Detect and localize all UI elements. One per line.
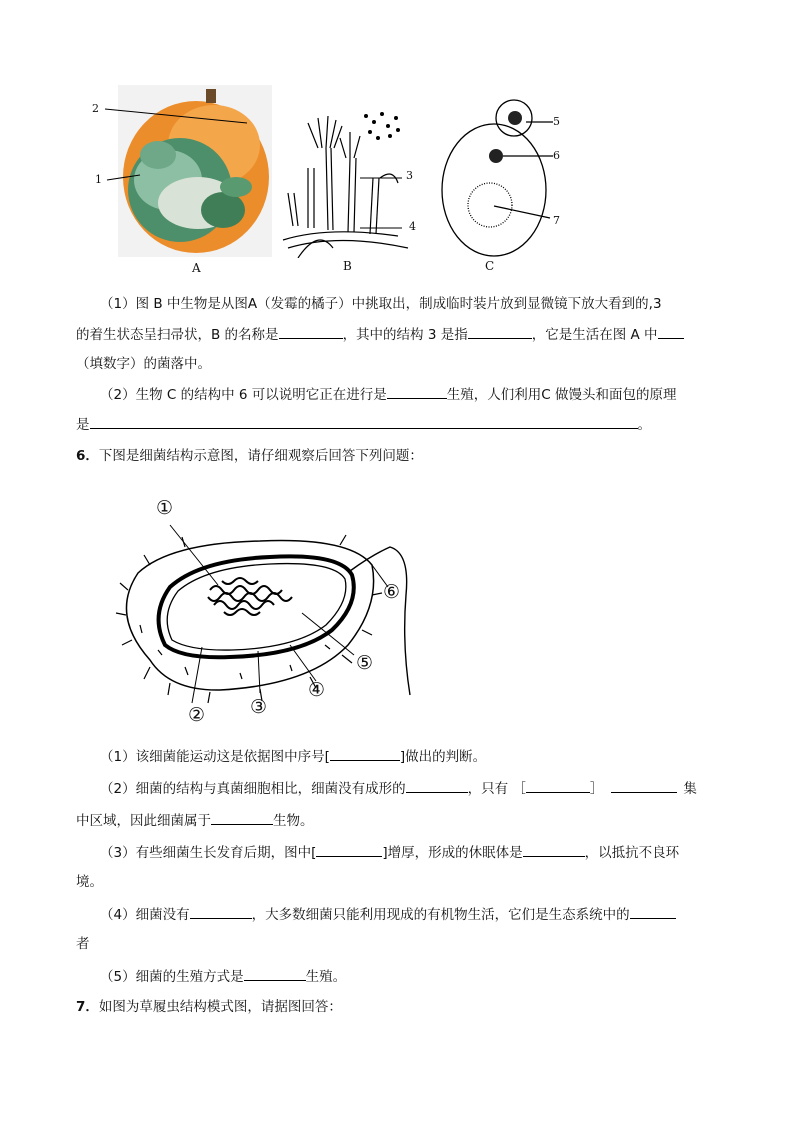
q6-s5: （5）细菌的生殖方式是 生殖。 xyxy=(100,966,346,987)
q5-p1-line3: （填数字）的菌落中。 xyxy=(76,356,211,372)
q6-blank-3b[interactable] xyxy=(523,842,585,857)
q5-p1-line1: （1）图 B 中生物是从图A（发霉的橘子）中挑取出，制成临时装片放到显微镜下放大看到的,3 xyxy=(100,296,662,312)
bacterium-callout-1: ① xyxy=(156,497,174,519)
q6-s3-line1: （3）有些细菌生长发育后期，图中[ ]增厚，形成的休眠体是 ，以抵抗不良环 xyxy=(100,842,679,863)
bacterium-callout-6: ⑥ xyxy=(383,581,401,603)
figure-b-label: B xyxy=(343,259,352,273)
q6-blank-3a[interactable] xyxy=(316,842,382,857)
q6-s4-line2: 者 xyxy=(76,936,90,952)
figure-b-leader-lines xyxy=(360,170,410,240)
q5-blank-principle[interactable] xyxy=(90,414,638,429)
q6-blank-2b[interactable] xyxy=(526,778,590,793)
q6-title: 6．下图是细菌结构示意图，请仔细观察后回答下列问题： xyxy=(76,448,423,464)
q5-blank-structure-3[interactable] xyxy=(468,324,532,339)
q6-s3-line2: 境。 xyxy=(76,874,103,890)
q5-p1-line2: 的着生状态呈扫帚状，B 的名称是 ，其中的结构 3 是指 ，它是生活在图 A 中 xyxy=(76,324,684,345)
figure-a-callout-1: 1 xyxy=(95,173,102,186)
figure-c-callout-5: 5 xyxy=(553,115,560,128)
figure-b-callout-4: 4 xyxy=(409,220,416,233)
q5-blank-b-name[interactable] xyxy=(279,324,343,339)
q6-blank-4b[interactable] xyxy=(630,904,676,919)
figure-a-label: A xyxy=(192,261,201,275)
figure-c-label: C xyxy=(485,259,495,273)
q6-blank-2c[interactable] xyxy=(611,778,677,793)
bacterium-callout-3: ③ xyxy=(250,696,268,718)
bacterium-callout-4: ④ xyxy=(308,679,326,701)
q6-s4-line1: （4）细菌没有 ，大多数细菌只能利用现成的有机物生活，它们是生态系统中的 xyxy=(100,904,676,925)
figure-a-callout-2: 2 xyxy=(92,102,99,115)
q7-title: 7．如图为草履虫结构模式图，请据图回答： xyxy=(76,999,342,1015)
q5-p2-line1: （2）生物 C 的结构中 6 可以说明它正在进行是 生殖，人们利用C 做馒头和面包的原理 xyxy=(100,384,677,405)
figure-c-callout-7: 7 xyxy=(553,214,560,227)
q6-s1: （1）该细菌能运动这是依据图中序号[ ]做出的判断。 xyxy=(100,746,486,767)
q6-s2-line2: 中区域，因此细菌属于 生物。 xyxy=(76,810,314,831)
q6-blank-4a[interactable] xyxy=(190,904,252,919)
q5-blank-colony-number[interactable] xyxy=(658,324,684,339)
q6-blank-2a[interactable] xyxy=(406,778,468,793)
q6-s2-line1: （2）细菌的结构与真菌细胞相比，细菌没有成形的 ，只有 ［ ］ 集 xyxy=(100,778,697,799)
q5-blank-reproduction[interactable] xyxy=(387,384,447,399)
figure-b-callout-3: 3 xyxy=(406,169,413,182)
q6-blank-1[interactable] xyxy=(330,746,400,761)
q5-p2-line2: 是 。 xyxy=(76,414,651,435)
bacterium-callout-5: ⑤ xyxy=(356,652,374,674)
bacterium-callout-2: ② xyxy=(188,704,206,726)
q6-blank-2d[interactable] xyxy=(211,810,273,825)
figure-a-leader-lines xyxy=(95,100,255,190)
figure-c-callout-6: 6 xyxy=(553,149,560,162)
bacterium-diagram xyxy=(110,495,430,725)
q6-blank-5[interactable] xyxy=(244,966,306,981)
